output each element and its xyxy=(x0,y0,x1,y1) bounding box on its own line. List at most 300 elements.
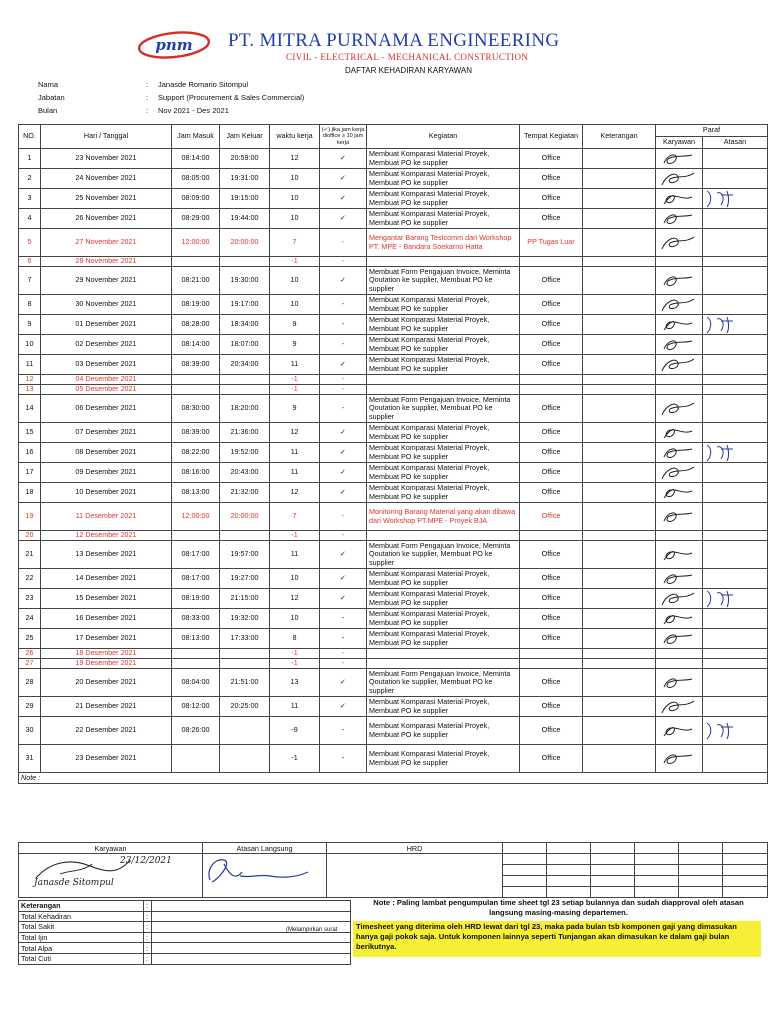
table-row xyxy=(19,257,768,267)
karyawan-sign-name: Janasde Sitompul xyxy=(34,878,114,888)
cell-kegiatan xyxy=(367,531,520,541)
cell-date: 04 Desember 2021 xyxy=(41,375,172,385)
cell-lembur-check: ✓ xyxy=(320,569,367,589)
cell-paraf-karyawan xyxy=(656,629,703,649)
cell-lembur-check: - xyxy=(320,659,367,669)
cell-lembur-check: ✓ xyxy=(320,189,367,209)
cell-paraf-karyawan xyxy=(656,463,703,483)
cell-waktu-kerja: 10 xyxy=(270,569,320,589)
cell-no: 7 xyxy=(19,267,41,295)
cell-kegiatan: Membuat Form Pengajuan Invoice, Meminta Qoutation ke supplier, Membuat PO ke supplier xyxy=(367,267,520,295)
cell-tempat: Office xyxy=(520,609,583,629)
attendance-table xyxy=(18,124,768,784)
cell-lembur-check: - xyxy=(320,395,367,423)
keterangan-row: Total Ijin : xyxy=(19,932,351,943)
cell-jam-keluar: 17:33:00 xyxy=(220,629,270,649)
cell-kegiatan: Membuat Komparasi Material Proyek, Membuat PO ke supplier xyxy=(367,149,520,169)
cell-date: 11 Desember 2021 xyxy=(41,503,172,531)
cell-kegiatan: Membuat Komparasi Material Proyek, Membuat PO ke supplier xyxy=(367,189,520,209)
cell-date: 21 Desember 2021 xyxy=(41,697,172,717)
cell-lembur-check: - xyxy=(320,531,367,541)
cell-lembur-check: ✓ xyxy=(320,483,367,503)
cell-kegiatan: Membuat Komparasi Material Proyek, Membuat PO ke supplier xyxy=(367,569,520,589)
col-tempat: Tempat Kegiatan xyxy=(520,125,583,149)
cell-tempat: Office xyxy=(520,669,583,697)
cell-jam-keluar xyxy=(220,531,270,541)
cell-jam-masuk: 08:28:00 xyxy=(172,315,220,335)
cell-waktu-kerja: 10 xyxy=(270,189,320,209)
cell-jam-keluar: 21:15:00 xyxy=(220,589,270,609)
cell-jam-masuk xyxy=(172,745,220,773)
cell-paraf-karyawan xyxy=(656,443,703,463)
nama-value: Janasde Romario Sitompul xyxy=(158,80,249,89)
cell-paraf-karyawan xyxy=(656,589,703,609)
cell-kegiatan xyxy=(367,659,520,669)
cell-no: 6 xyxy=(19,257,41,267)
table-row xyxy=(19,315,768,335)
cell-jam-keluar: 19:57:00 xyxy=(220,541,270,569)
cell-keterangan xyxy=(583,503,656,531)
cell-paraf-karyawan xyxy=(656,483,703,503)
cell-jam-keluar: 18:20:00 xyxy=(220,395,270,423)
cell-keterangan xyxy=(583,189,656,209)
cell-waktu-kerja: -1 xyxy=(270,385,320,395)
cell-no: 21 xyxy=(19,541,41,569)
cell-keterangan xyxy=(583,569,656,589)
cell-no: 5 xyxy=(19,229,41,257)
cell-keterangan xyxy=(583,257,656,267)
table-row xyxy=(19,717,768,745)
cell-paraf-atasan xyxy=(703,267,768,295)
keterangan-item-value xyxy=(152,943,351,954)
cell-keterangan xyxy=(583,541,656,569)
cell-keterangan xyxy=(583,483,656,503)
table-row xyxy=(19,229,768,257)
cell-paraf-atasan xyxy=(703,541,768,569)
karyawan-paraf-signature xyxy=(656,483,701,502)
karyawan-paraf-signature xyxy=(656,233,701,252)
karyawan-sign-date: 23/12/2021 xyxy=(120,856,172,866)
cell-no: 3 xyxy=(19,189,41,209)
cell-jam-keluar: 20:25:00 xyxy=(220,697,270,717)
cell-keterangan xyxy=(583,267,656,295)
table-row xyxy=(19,569,768,589)
cell-tempat: Office xyxy=(520,423,583,443)
karyawan-paraf-signature xyxy=(656,209,701,228)
cell-waktu-kerja: 10 xyxy=(270,267,320,295)
cell-kegiatan: Membuat Komparasi Material Proyek, Membuat PO ke supplier xyxy=(367,335,520,355)
cell-kegiatan: Membuat Komparasi Material Proyek, Membuat PO ke supplier xyxy=(367,717,520,745)
cell-date: 27 November 2021 xyxy=(41,229,172,257)
note-highlight: Timesheet yang diterima oleh HRD lewat dari tgl 23, maka pada bulan tsb komponen gaji yang dimasukan hanya gaji pokok saja. Untuk komponen lainnya seperti Tunjangan akan dimasukan ke dalam gaji bulan berikutnya. xyxy=(353,921,761,957)
table-row xyxy=(19,395,768,423)
cell-paraf-karyawan xyxy=(656,503,703,531)
cell-tempat: Office xyxy=(520,189,583,209)
cell-keterangan xyxy=(583,745,656,773)
cell-tempat: Office xyxy=(520,503,583,531)
table-row xyxy=(19,209,768,229)
cell-paraf-atasan xyxy=(703,659,768,669)
cell-jam-masuk: 08:30:00 xyxy=(172,395,220,423)
cell-jam-keluar xyxy=(220,717,270,745)
cell-lembur-check: ✓ xyxy=(320,541,367,569)
atasan-paraf-signature xyxy=(703,721,763,740)
cell-jam-keluar: 18:34:00 xyxy=(220,315,270,335)
cell-no: 14 xyxy=(19,395,41,423)
cell-no: 29 xyxy=(19,697,41,717)
cell-jam-keluar: 19:30:00 xyxy=(220,267,270,295)
cell-kegiatan xyxy=(367,375,520,385)
col-no: NO. xyxy=(19,125,41,149)
keterangan-item-label: Total Kehadiran xyxy=(19,911,144,922)
table-row xyxy=(19,189,768,209)
cell-tempat: Office xyxy=(520,569,583,589)
bulan-value: Nov 2021 - Des 2021 xyxy=(158,106,229,115)
cell-jam-masuk: 08:04:00 xyxy=(172,669,220,697)
cell-paraf-karyawan xyxy=(656,385,703,395)
cell-date: 20 Desember 2021 xyxy=(41,669,172,697)
cell-no: 18 xyxy=(19,483,41,503)
atasan-paraf-signature xyxy=(703,589,763,608)
cell-keterangan xyxy=(583,209,656,229)
cell-date: 24 November 2021 xyxy=(41,169,172,189)
cell-tempat: Office xyxy=(520,629,583,649)
cell-waktu-kerja: -1 xyxy=(270,531,320,541)
cell-lembur-check: - xyxy=(320,315,367,335)
cell-jam-masuk: 08:09:00 xyxy=(172,189,220,209)
cell-date: 12 Desember 2021 xyxy=(41,531,172,541)
cell-jam-keluar: 19:15:00 xyxy=(220,189,270,209)
keterangan-row: Total Kehadiran : xyxy=(19,911,351,922)
cell-paraf-atasan xyxy=(703,745,768,773)
company-logo xyxy=(136,30,212,60)
cell-jam-keluar: 19:44:00 xyxy=(220,209,270,229)
cell-jam-keluar xyxy=(220,659,270,669)
atasan-paraf-signature xyxy=(703,315,763,334)
table-row xyxy=(19,649,768,659)
cell-no: 25 xyxy=(19,629,41,649)
col-jam-masuk: Jam Masuk xyxy=(172,125,220,149)
cell-paraf-karyawan xyxy=(656,335,703,355)
cell-keterangan xyxy=(583,355,656,375)
cell-date: 06 Desember 2021 xyxy=(41,395,172,423)
cell-no: 10 xyxy=(19,335,41,355)
cell-waktu-kerja: 9 xyxy=(270,335,320,355)
cell-tempat: Office xyxy=(520,589,583,609)
cell-jam-masuk: 08:05:00 xyxy=(172,169,220,189)
cell-paraf-karyawan xyxy=(656,541,703,569)
cell-paraf-atasan xyxy=(703,483,768,503)
cell-paraf-atasan xyxy=(703,717,768,745)
cell-lembur-check: - xyxy=(320,385,367,395)
cell-date: 05 Desember 2021 xyxy=(41,385,172,395)
cell-date: 16 Desember 2021 xyxy=(41,609,172,629)
cell-jam-keluar: 21:36:00 xyxy=(220,423,270,443)
cell-jam-masuk: 08:17:00 xyxy=(172,569,220,589)
keterangan-item-value xyxy=(152,911,351,922)
cell-jam-keluar: 19:27:00 xyxy=(220,569,270,589)
cell-paraf-karyawan xyxy=(656,649,703,659)
cell-lembur-check: - xyxy=(320,609,367,629)
company-subtitle: CIVIL - ELECTRICAL - MECHANICAL CONSTRUCTION xyxy=(286,52,529,62)
cell-paraf-karyawan xyxy=(656,229,703,257)
cell-keterangan xyxy=(583,697,656,717)
cell-date: 02 Desember 2021 xyxy=(41,335,172,355)
cell-paraf-atasan xyxy=(703,169,768,189)
karyawan-paraf-signature xyxy=(656,149,701,168)
cell-no: 12 xyxy=(19,375,41,385)
cell-lembur-check: ✓ xyxy=(320,443,367,463)
karyawan-signature xyxy=(30,852,140,888)
cell-date: 10 Desember 2021 xyxy=(41,483,172,503)
cell-lembur-check: - xyxy=(320,229,367,257)
karyawan-paraf-signature xyxy=(656,423,701,442)
cell-no: 28 xyxy=(19,669,41,697)
cell-waktu-kerja: -1 xyxy=(270,745,320,773)
table-row xyxy=(19,169,768,189)
cell-date: 13 Desember 2021 xyxy=(41,541,172,569)
cell-jam-masuk xyxy=(172,257,220,267)
karyawan-paraf-signature xyxy=(656,295,701,314)
cell-paraf-karyawan xyxy=(656,745,703,773)
table-row xyxy=(19,669,768,697)
cell-keterangan xyxy=(583,315,656,335)
cell-paraf-karyawan xyxy=(656,609,703,629)
cell-waktu-kerja: 12 xyxy=(270,483,320,503)
cell-lembur-check: ✓ xyxy=(320,423,367,443)
sign-hrd-label: HRD xyxy=(327,843,503,854)
cell-jam-keluar: 21:51:00 xyxy=(220,669,270,697)
cell-waktu-kerja: 11 xyxy=(270,355,320,375)
cell-jam-masuk: 08:12:00 xyxy=(172,697,220,717)
cell-kegiatan: Membuat Form Pengajuan Invoice, Meminta Qoutation ke supplier, Membuat PO ke supplier xyxy=(367,395,520,423)
col-lembur: (✓) jika jam kerja dioffice ≥ 10 jam kerja xyxy=(320,125,367,149)
cell-jam-keluar: 20:34:00 xyxy=(220,355,270,375)
cell-lembur-check: ✓ xyxy=(320,267,367,295)
cell-jam-keluar: 19:52:00 xyxy=(220,443,270,463)
cell-jam-keluar: 20:59:00 xyxy=(220,149,270,169)
cell-paraf-atasan xyxy=(703,589,768,609)
cell-kegiatan: Monitoring Barang Material yang akan dibawa dari Workshop PT.MPE - Proyek BJA xyxy=(367,503,520,531)
cell-date: 07 Desember 2021 xyxy=(41,423,172,443)
cell-date: 22 Desember 2021 xyxy=(41,717,172,745)
cell-waktu-kerja: 12 xyxy=(270,149,320,169)
cell-keterangan xyxy=(583,629,656,649)
table-row xyxy=(19,385,768,395)
col-hari: Hari / Tanggal xyxy=(41,125,172,149)
table-row xyxy=(19,335,768,355)
cell-jam-masuk: 08:13:00 xyxy=(172,629,220,649)
bulan-label: Bulan xyxy=(38,106,58,115)
table-row xyxy=(19,295,768,315)
cell-no: 13 xyxy=(19,385,41,395)
cell-jam-masuk xyxy=(172,531,220,541)
cell-paraf-atasan xyxy=(703,463,768,483)
atasan-paraf-signature xyxy=(703,189,763,208)
karyawan-paraf-signature xyxy=(656,749,701,768)
table-row xyxy=(19,443,768,463)
cell-paraf-karyawan xyxy=(656,717,703,745)
cell-waktu-kerja: -1 xyxy=(270,649,320,659)
cell-tempat: Office xyxy=(520,295,583,315)
cell-jam-masuk: 08:19:00 xyxy=(172,295,220,315)
cell-tempat: PP Tugas Luar xyxy=(520,229,583,257)
karyawan-paraf-signature xyxy=(656,507,701,526)
cell-date: 30 November 2021 xyxy=(41,295,172,315)
cell-paraf-atasan xyxy=(703,629,768,649)
cell-jam-masuk: 08:21:00 xyxy=(172,267,220,295)
cell-paraf-karyawan xyxy=(656,295,703,315)
cell-jam-keluar: 19:31:00 xyxy=(220,169,270,189)
cell-paraf-karyawan xyxy=(656,569,703,589)
col-paraf-atasan: Atasan xyxy=(703,137,768,149)
keterangan-row: Total Alpa : xyxy=(19,943,351,954)
cell-waktu-kerja: 10 xyxy=(270,169,320,189)
cell-date: 23 November 2021 xyxy=(41,149,172,169)
cell-jam-masuk: 08:39:00 xyxy=(172,423,220,443)
cell-lembur-check: ✓ xyxy=(320,169,367,189)
keterangan-item-label: Total Sakit xyxy=(19,922,144,933)
table-row xyxy=(19,483,768,503)
cell-lembur-check: - xyxy=(320,745,367,773)
cell-date: 14 Desember 2021 xyxy=(41,569,172,589)
cell-waktu-kerja: 8 xyxy=(270,629,320,649)
cell-paraf-karyawan xyxy=(656,149,703,169)
cell-date: 18 Desember 2021 xyxy=(41,649,172,659)
table-row xyxy=(19,531,768,541)
cell-paraf-atasan xyxy=(703,443,768,463)
cell-tempat: Office xyxy=(520,541,583,569)
cell-paraf-atasan xyxy=(703,375,768,385)
cell-jam-keluar: 20:00:00 xyxy=(220,229,270,257)
cell-tempat: Office xyxy=(520,335,583,355)
cell-lembur-check: - xyxy=(320,503,367,531)
cell-waktu-kerja: 10 xyxy=(270,295,320,315)
cell-keterangan xyxy=(583,443,656,463)
cell-tempat xyxy=(520,649,583,659)
cell-jam-masuk: 08:26:00 xyxy=(172,717,220,745)
cell-keterangan xyxy=(583,395,656,423)
cell-keterangan xyxy=(583,717,656,745)
table-row xyxy=(19,355,768,375)
cell-no: 9 xyxy=(19,315,41,335)
cell-waktu-kerja: 11 xyxy=(270,463,320,483)
karyawan-paraf-signature xyxy=(656,697,701,716)
cell-keterangan xyxy=(583,423,656,443)
cell-date: 03 Desember 2021 xyxy=(41,355,172,375)
cell-paraf-atasan xyxy=(703,295,768,315)
cell-paraf-karyawan xyxy=(656,659,703,669)
table-row xyxy=(19,609,768,629)
cell-tempat: Office xyxy=(520,149,583,169)
cell-paraf-atasan xyxy=(703,423,768,443)
cell-waktu-kerja: 10 xyxy=(270,209,320,229)
cell-keterangan xyxy=(583,531,656,541)
cell-no: 1 xyxy=(19,149,41,169)
table-row xyxy=(19,423,768,443)
cell-keterangan xyxy=(583,609,656,629)
cell-kegiatan: Membuat Komparasi Material Proyek, Membuat PO ke supplier xyxy=(367,463,520,483)
note-label: Note : xyxy=(19,773,768,784)
cell-kegiatan: Membuat Komparasi Material Proyek, Membuat PO ke supplier xyxy=(367,443,520,463)
sign-atasan-label: Atasan Langsung xyxy=(203,843,327,854)
cell-paraf-atasan xyxy=(703,315,768,335)
cell-tempat: Office xyxy=(520,395,583,423)
cell-paraf-atasan xyxy=(703,355,768,375)
cell-no: 26 xyxy=(19,649,41,659)
karyawan-paraf-signature xyxy=(656,271,701,290)
cell-waktu-kerja: 11 xyxy=(270,443,320,463)
cell-kegiatan: Membuat Komparasi Material Proyek, Membuat PO ke supplier xyxy=(367,629,520,649)
cell-no: 27 xyxy=(19,659,41,669)
cell-keterangan xyxy=(583,649,656,659)
table-row xyxy=(19,463,768,483)
cell-no: 16 xyxy=(19,443,41,463)
atasan-signature xyxy=(200,850,320,890)
cell-tempat: Office xyxy=(520,483,583,503)
cell-kegiatan xyxy=(367,385,520,395)
cell-waktu-kerja: 12 xyxy=(270,423,320,443)
cell-tempat: Office xyxy=(520,315,583,335)
cell-jam-keluar: 20:43:00 xyxy=(220,463,270,483)
cell-date: 29 November 2021 xyxy=(41,267,172,295)
cell-jam-masuk: 08:13:00 xyxy=(172,483,220,503)
cell-paraf-atasan xyxy=(703,189,768,209)
cell-no: 19 xyxy=(19,503,41,531)
cell-jam-masuk xyxy=(172,659,220,669)
cell-kegiatan: Membuat Komparasi Material Proyek, Membuat PO ke supplier xyxy=(367,483,520,503)
cell-lembur-check: - xyxy=(320,375,367,385)
cell-paraf-atasan xyxy=(703,503,768,531)
col-jam-keluar: Jam Keluar xyxy=(220,125,270,149)
karyawan-paraf-signature xyxy=(656,335,701,354)
col-paraf-karyawan: Karyawan xyxy=(656,137,703,149)
cell-kegiatan: Membuat Komparasi Material Proyek, Membuat PO ke supplier xyxy=(367,697,520,717)
keterangan-item-label: Total Cuti xyxy=(19,953,144,964)
cell-tempat: Office xyxy=(520,443,583,463)
cell-jam-keluar: 19:32:00 xyxy=(220,609,270,629)
col-keterangan: Keterangan xyxy=(583,125,656,149)
cell-jam-masuk: 08:16:00 xyxy=(172,463,220,483)
cell-jam-keluar: 19:17:00 xyxy=(220,295,270,315)
cell-keterangan xyxy=(583,335,656,355)
cell-kegiatan xyxy=(367,257,520,267)
col-kegiatan: Kegiatan xyxy=(367,125,520,149)
cell-waktu-kerja: 10 xyxy=(270,609,320,629)
cell-waktu-kerja: 13 xyxy=(270,669,320,697)
karyawan-paraf-signature xyxy=(656,169,701,188)
cell-paraf-karyawan xyxy=(656,395,703,423)
company-name: PT. MITRA PURNAMA ENGINEERING xyxy=(228,30,560,51)
karyawan-paraf-signature xyxy=(656,399,701,418)
cell-jam-keluar xyxy=(220,745,270,773)
cell-paraf-karyawan xyxy=(656,423,703,443)
cell-no: 8 xyxy=(19,295,41,315)
cell-keterangan xyxy=(583,149,656,169)
cell-paraf-karyawan xyxy=(656,169,703,189)
sign-karyawan-label: Karyawan xyxy=(19,843,203,854)
cell-paraf-karyawan xyxy=(656,209,703,229)
cell-keterangan xyxy=(583,385,656,395)
cell-date: 17 Desember 2021 xyxy=(41,629,172,649)
cell-paraf-atasan xyxy=(703,229,768,257)
keterangan-item-value xyxy=(152,932,351,943)
table-row xyxy=(19,267,768,295)
cell-waktu-kerja: -9 xyxy=(270,717,320,745)
cell-jam-keluar xyxy=(220,257,270,267)
cell-jam-keluar xyxy=(220,375,270,385)
cell-kegiatan: Membuat Komparasi Material Proyek, Membuat PO ke supplier xyxy=(367,295,520,315)
